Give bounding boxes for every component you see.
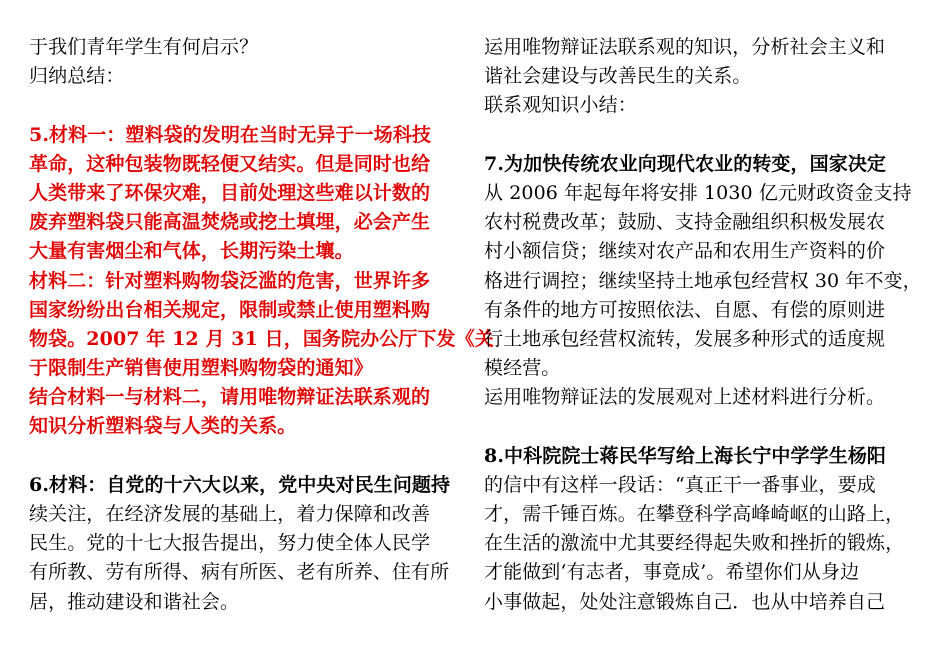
q5-line: 国家纷纷出台相关规定，限制或禁止使用塑料购	[29, 298, 431, 321]
intro-line: 于我们青年学生有何启示？	[29, 36, 259, 58]
q5-line: 结合材料一与材料二，请用唯物辩证法联系观的	[29, 386, 431, 409]
q8-line: 才能做到‘有志者，事竟成’。希望你们从身边	[484, 561, 860, 584]
spacer	[484, 121, 930, 150]
intro-line: 归纳总结：	[29, 65, 125, 88]
question-8	[484, 442, 930, 617]
q8-line: 的信中有这样一段话：“真正干一番事业，要成	[484, 473, 876, 496]
question-5	[29, 121, 494, 442]
q6-line: 民生。党的十七大报告提出，努力使全体人民学	[29, 532, 431, 555]
q7-line: 农村税费改革；鼓励、支持金融组织积极发展农	[484, 211, 886, 234]
q7-line: 7.为加快传统农业向现代农业的转变，国家决定	[484, 152, 887, 175]
intro-line: 谐社会建设与改善民生的关系。	[484, 65, 752, 88]
q6-line: 6.材料：自党的十六大以来，党中央对民生问题持	[29, 473, 451, 496]
q7-line: 模经营。	[484, 357, 561, 380]
question-6	[29, 471, 469, 617]
q6-line: 有所教、劳有所得、病有所医、老有所养、住有所	[29, 561, 450, 584]
intro-line: 运用唯物辩证法联系观的知识，分析社会主义和	[484, 36, 886, 58]
q5-line: 物袋。2007 年 12 月 31 日，国务院办公厅下发《关	[29, 327, 494, 350]
q7-line: 运用唯物辩证法的发展观对上述材料进行分析。	[484, 386, 886, 409]
spacer	[29, 91, 469, 120]
right-column	[484, 33, 930, 617]
q7-line: 格进行调控；继续坚持土地承包经营权 30 年不变，	[484, 269, 922, 292]
spacer	[29, 442, 469, 471]
q7-line: 有条件的地方可按照依法、自愿、有偿的原则进	[484, 298, 886, 321]
q5-line: 废弃塑料袋只能高温焚烧或挖土填埋，必会产生	[29, 211, 431, 234]
q5-line: 革命，这种包装物既轻便又结实。但是同时也给	[29, 152, 431, 175]
q6-line: 续关注，在经济发展的基础上，着力保障和改善	[29, 503, 431, 525]
q7-line: 村小额信贷；继续对农产品和农用生产资料的价	[484, 240, 886, 263]
q7-line: 行土地承包经营权流转，发展多种形式的适度规	[484, 327, 886, 350]
q5-line: 材料二：针对塑料购物袋泛滥的危害，世界许多	[29, 269, 431, 292]
spacer	[484, 412, 930, 441]
q5-line: 知识分析塑料袋与人类的关系。	[29, 415, 297, 438]
q8-line: 才，需千锤百炼。在攀登科学高峰崎岖的山路上，	[484, 503, 905, 525]
q8-line: 在生活的激流中尤其要经得起失败和挫折的锻炼，	[484, 532, 905, 555]
question-7	[484, 150, 930, 413]
q6-line: 居，推动建设和谐社会。	[29, 590, 240, 613]
left-column	[29, 33, 494, 617]
q8-line: 8.中科院院士蒋民华写给上海长宁中学学生杨阳	[484, 444, 887, 467]
q7-line: 从 2006 年起每年将安排 1030 亿元财政资金支持	[484, 181, 912, 204]
intro-line: 联系观知识小结：	[484, 94, 637, 117]
q8-line: 小事做起，处处注意锻炼自己．也从中培养自己	[484, 590, 886, 613]
q5-line: 5.材料一：塑料袋的发明在当时无异于一场科技	[29, 123, 432, 146]
q5-line: 人类带来了环保灾难，目前处理这些难以计数的	[29, 181, 431, 204]
q5-line: 于限制生产销售使用塑料购物袋的通知》	[29, 357, 373, 380]
q5-line: 大量有害烟尘和气体，长期污染土壤。	[29, 240, 354, 263]
